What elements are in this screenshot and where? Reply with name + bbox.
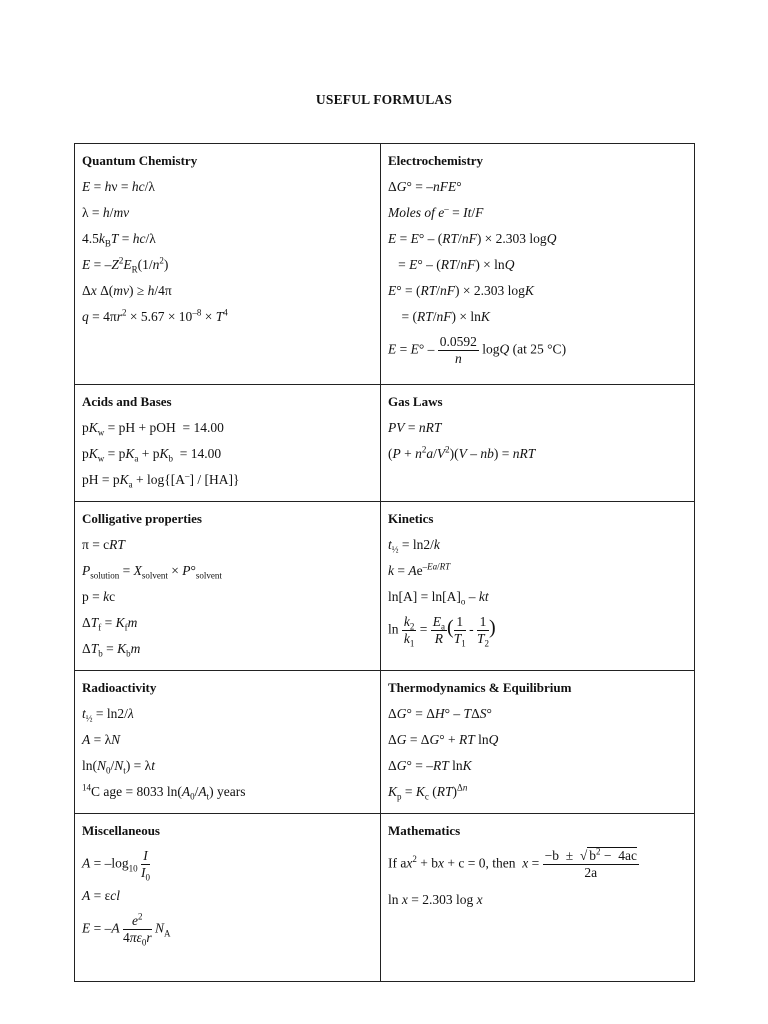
formula-electro-1: ΔG° = –nFE° (388, 179, 462, 194)
formula-electro-7: E = E° – $\frac{0.0592}{n}$ logQ (at 25 °C) (388, 334, 567, 366)
formula-thermo-3: ΔG° = –RT lnK (388, 758, 472, 773)
formula-radio-2: A = λN (82, 732, 121, 747)
formula-kinetics-4: ln $\frac{k_2}{k_1}$ = $\frac{E_a}{R}$ ( $\frac{1}{T_1}$ - $\frac{1}{T_2}$ ) (388, 614, 496, 649)
formula-radio-3: $\ln(N_0/N_t) = \lambda t$ (82, 758, 155, 776)
formula-misc-3: E = –A $\frac{e^2}{4\pi\varepsilon_0r}$ $N_A$ (82, 911, 171, 948)
electrochemistry-cell (381, 144, 695, 385)
formula-acids-2: $pK_w = pK_a + pK_b = 14.00$ (82, 446, 222, 464)
gas-laws-cell (381, 385, 695, 502)
formula-electro-5: E° = (RT/nF) × 2.303 logK (388, 283, 534, 298)
formula-quantum-4: $E = -Z^2E_R(1/n^2)$ (82, 255, 169, 275)
formula-misc-1: $A = -\log_{10}$ $\frac{I}{I_0}$ (82, 848, 150, 883)
formula-misc-2: A = εcl (82, 888, 121, 903)
section-heading-thermodynamics: Thermodynamics & Equilibrium (388, 680, 572, 695)
formula-quantum-3: $4.5k_BT = hc/\lambda$ (82, 231, 156, 249)
formula-quantum-5: Δx Δ(mv) ≥ h/4π (82, 283, 172, 298)
formula-colligative-5: $\Delta T_b = K_bm$ (82, 641, 141, 659)
formula-electro-6: = (RT/nF) × lnK (388, 309, 490, 324)
formula-colligative-3: p = kc (82, 589, 116, 604)
section-heading-colligative: Colligative properties (82, 511, 202, 526)
formula-quantum-6: $q = 4\pi r^2 \times 5.67 \times 10^{-8} \times T^4$ (82, 307, 228, 324)
section-heading-miscellaneous: Miscellaneous (82, 823, 160, 838)
kinetics-cell (381, 502, 695, 671)
formula-kinetics-2: $k = Ae^{-Ea/RT}$ (388, 561, 451, 578)
document-title: USEFUL FORMULAS (315, 92, 453, 107)
formula-thermo-1: ΔG° = ΔH° – TΔS° (388, 706, 492, 721)
radioactivity-cell (75, 671, 381, 814)
miscellaneous-cell (75, 814, 381, 982)
formula-gas-1: PV = nRT (388, 420, 442, 435)
section-heading-mathematics: Mathematics (388, 823, 461, 838)
formula-colligative-4: $\Delta T_f = K_fm$ (82, 615, 138, 633)
formula-radio-4: $^{14}$C age = 8033 $\ln(A_0/A_t)$ years (82, 782, 246, 802)
thermodynamics-cell (381, 671, 695, 814)
formula-colligative-2: $P_{solution} = X_{solvent} \times P^\circ_{solvent}$ (82, 563, 222, 581)
formula-table (74, 143, 695, 982)
quantum-chemistry-cell (75, 144, 381, 385)
formula-electro-2: Moles of e– = It/F (388, 203, 484, 220)
formula-acids-3: pH = $pK_a + \log\{[A^-] / [HA]\}$ (82, 470, 240, 490)
formula-math-2: ln x = 2.303 log x (388, 892, 483, 907)
formula-colligative-1: π = cRT (82, 537, 125, 552)
formula-kinetics-1: $t_{\frac{1}{2}} = \ln 2/k$ (388, 537, 440, 555)
formula-gas-2: $(P + n^2a/V^2)(V - nb)$ = nRT (388, 444, 536, 461)
formula-acids-1: $pK_w$ = pH + pOH = 14.00 (82, 420, 224, 438)
formula-electro-3: E = E° – (RT/nF) × 2.303 logQ (388, 231, 557, 246)
formula-thermo-4: $K_p = K_c$ (RT)$^{\Delta n}$ (388, 782, 468, 802)
formula-electro-4: = E° – (RT/nF) × lnQ (388, 257, 515, 272)
formula-radio-1: $t_{\frac{1}{2}} = \ln 2/\lambda$ (82, 706, 134, 724)
section-heading-kinetics: Kinetics (388, 511, 434, 526)
acids-bases-cell (75, 385, 381, 502)
section-heading-acids: Acids and Bases (82, 394, 172, 409)
colligative-cell (75, 502, 381, 671)
formula-math-1: If $ax^2$ + bx + c = 0, then x = $\frac{-b \pm √ b^2 - 4ac}{2a}$ (388, 846, 637, 880)
formula-quantum-1: E = hν = hc/λ (82, 179, 155, 194)
section-heading-electrochemistry: Electrochemistry (388, 153, 484, 168)
mathematics-cell (381, 814, 695, 982)
section-heading-radioactivity: Radioactivity (82, 680, 157, 695)
formula-kinetics-3: $\ln[A] = \ln[A]_o$ – kt (388, 589, 489, 607)
formula-quantum-2: λ = h/mv (82, 205, 130, 220)
section-heading-quantum: Quantum Chemistry (82, 153, 198, 168)
formula-thermo-2: ΔG = ΔG° + RT lnQ (388, 732, 499, 747)
section-heading-gas: Gas Laws (388, 394, 443, 409)
